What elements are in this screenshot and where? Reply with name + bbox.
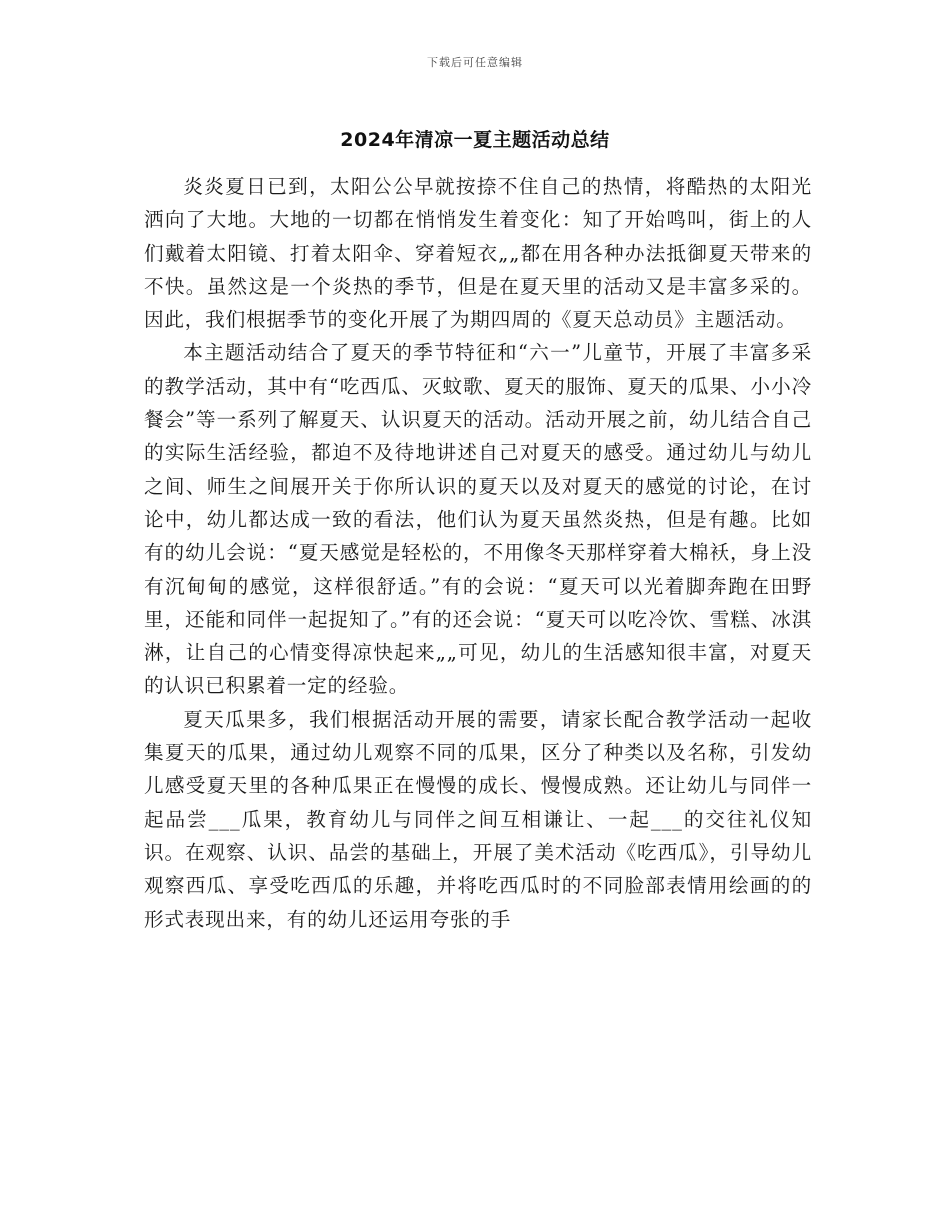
- page-header-note: 下载后可任意编辑: [427, 56, 523, 69]
- paragraph-2: 本主题活动结合了夏天的季节特征和“六一”儿童节，开展了丰富多采的教学活动，其中有“吃西瓜、灭蚊歌、夏天的服饰、夏天的瓜果、小小冷餐会”等一系列了解夏天、认识夏天的活动。活动开展之前，幼儿结合自己的实际生活经验，都迫不及待地讲述自己对夏天的感受。通过幼儿与幼儿之间、师生之间展开关于你所认识的夏天以及对夏天的感觉的讨论，在讨论中，幼儿都达成一致的看法，他们认为夏天虽然炎热，但是有趣。比如有的幼儿会说：“夏天感觉是轻松的，不用像冬天那样穿着大棉袄，身上没有沉甸甸的感觉，这样很舒适。”有的会说：“夏天可以光着脚奔跑在田野里，还能和同伴一起捉知了。”有的还会说：“夏天可以吃冷饮、雪糕、冰淇淋，让自己的心情变得凉快起来„„可见，幼儿的生活感知很丰富，对夏天的认识已积累着一定的经验。: [144, 341, 812, 698]
- paragraph-3: 夏天瓜果多，我们根据活动开展的需要，请家长配合教学活动一起收集夏天的瓜果，通过幼儿观察不同的瓜果，区分了种类以及名称，引发幼儿感受夏天里的各种瓜果正在慢慢的成长、慢慢成熟。还让幼儿与同伴一起品尝___瓜果，教育幼儿与同伴之间互相谦让、一起___的交往礼仪知识。在观察、认识、品尝的基础上，开展了美术活动《吃西瓜》，引导幼儿观察西瓜、享受吃西瓜的乐趣，并将吃西瓜时的不同脸部表情用绘画的的形式表现出来，有的幼儿还运用夸张的手: [144, 707, 812, 931]
- paragraph-1: 炎炎夏日已到，太阳公公早就按捺不住自己的热情，将酷热的太阳光洒向了大地。大地的一切都在悄悄发生着变化：知了开始鸣叫，街上的人们戴着太阳镜、打着太阳伞、穿着短衣„„都在用各种办法抵御夏天带来的不快。虽然这是一个炎热的季节，但是在夏天里的活动又是丰富多采的。因此，我们根据季节的变化开展了为期四周的《夏天总动员》主题活动。: [144, 175, 812, 332]
- document-body: [144, 170, 812, 936]
- document-title: 2024年清凉一夏主题活动总结: [340, 129, 610, 151]
